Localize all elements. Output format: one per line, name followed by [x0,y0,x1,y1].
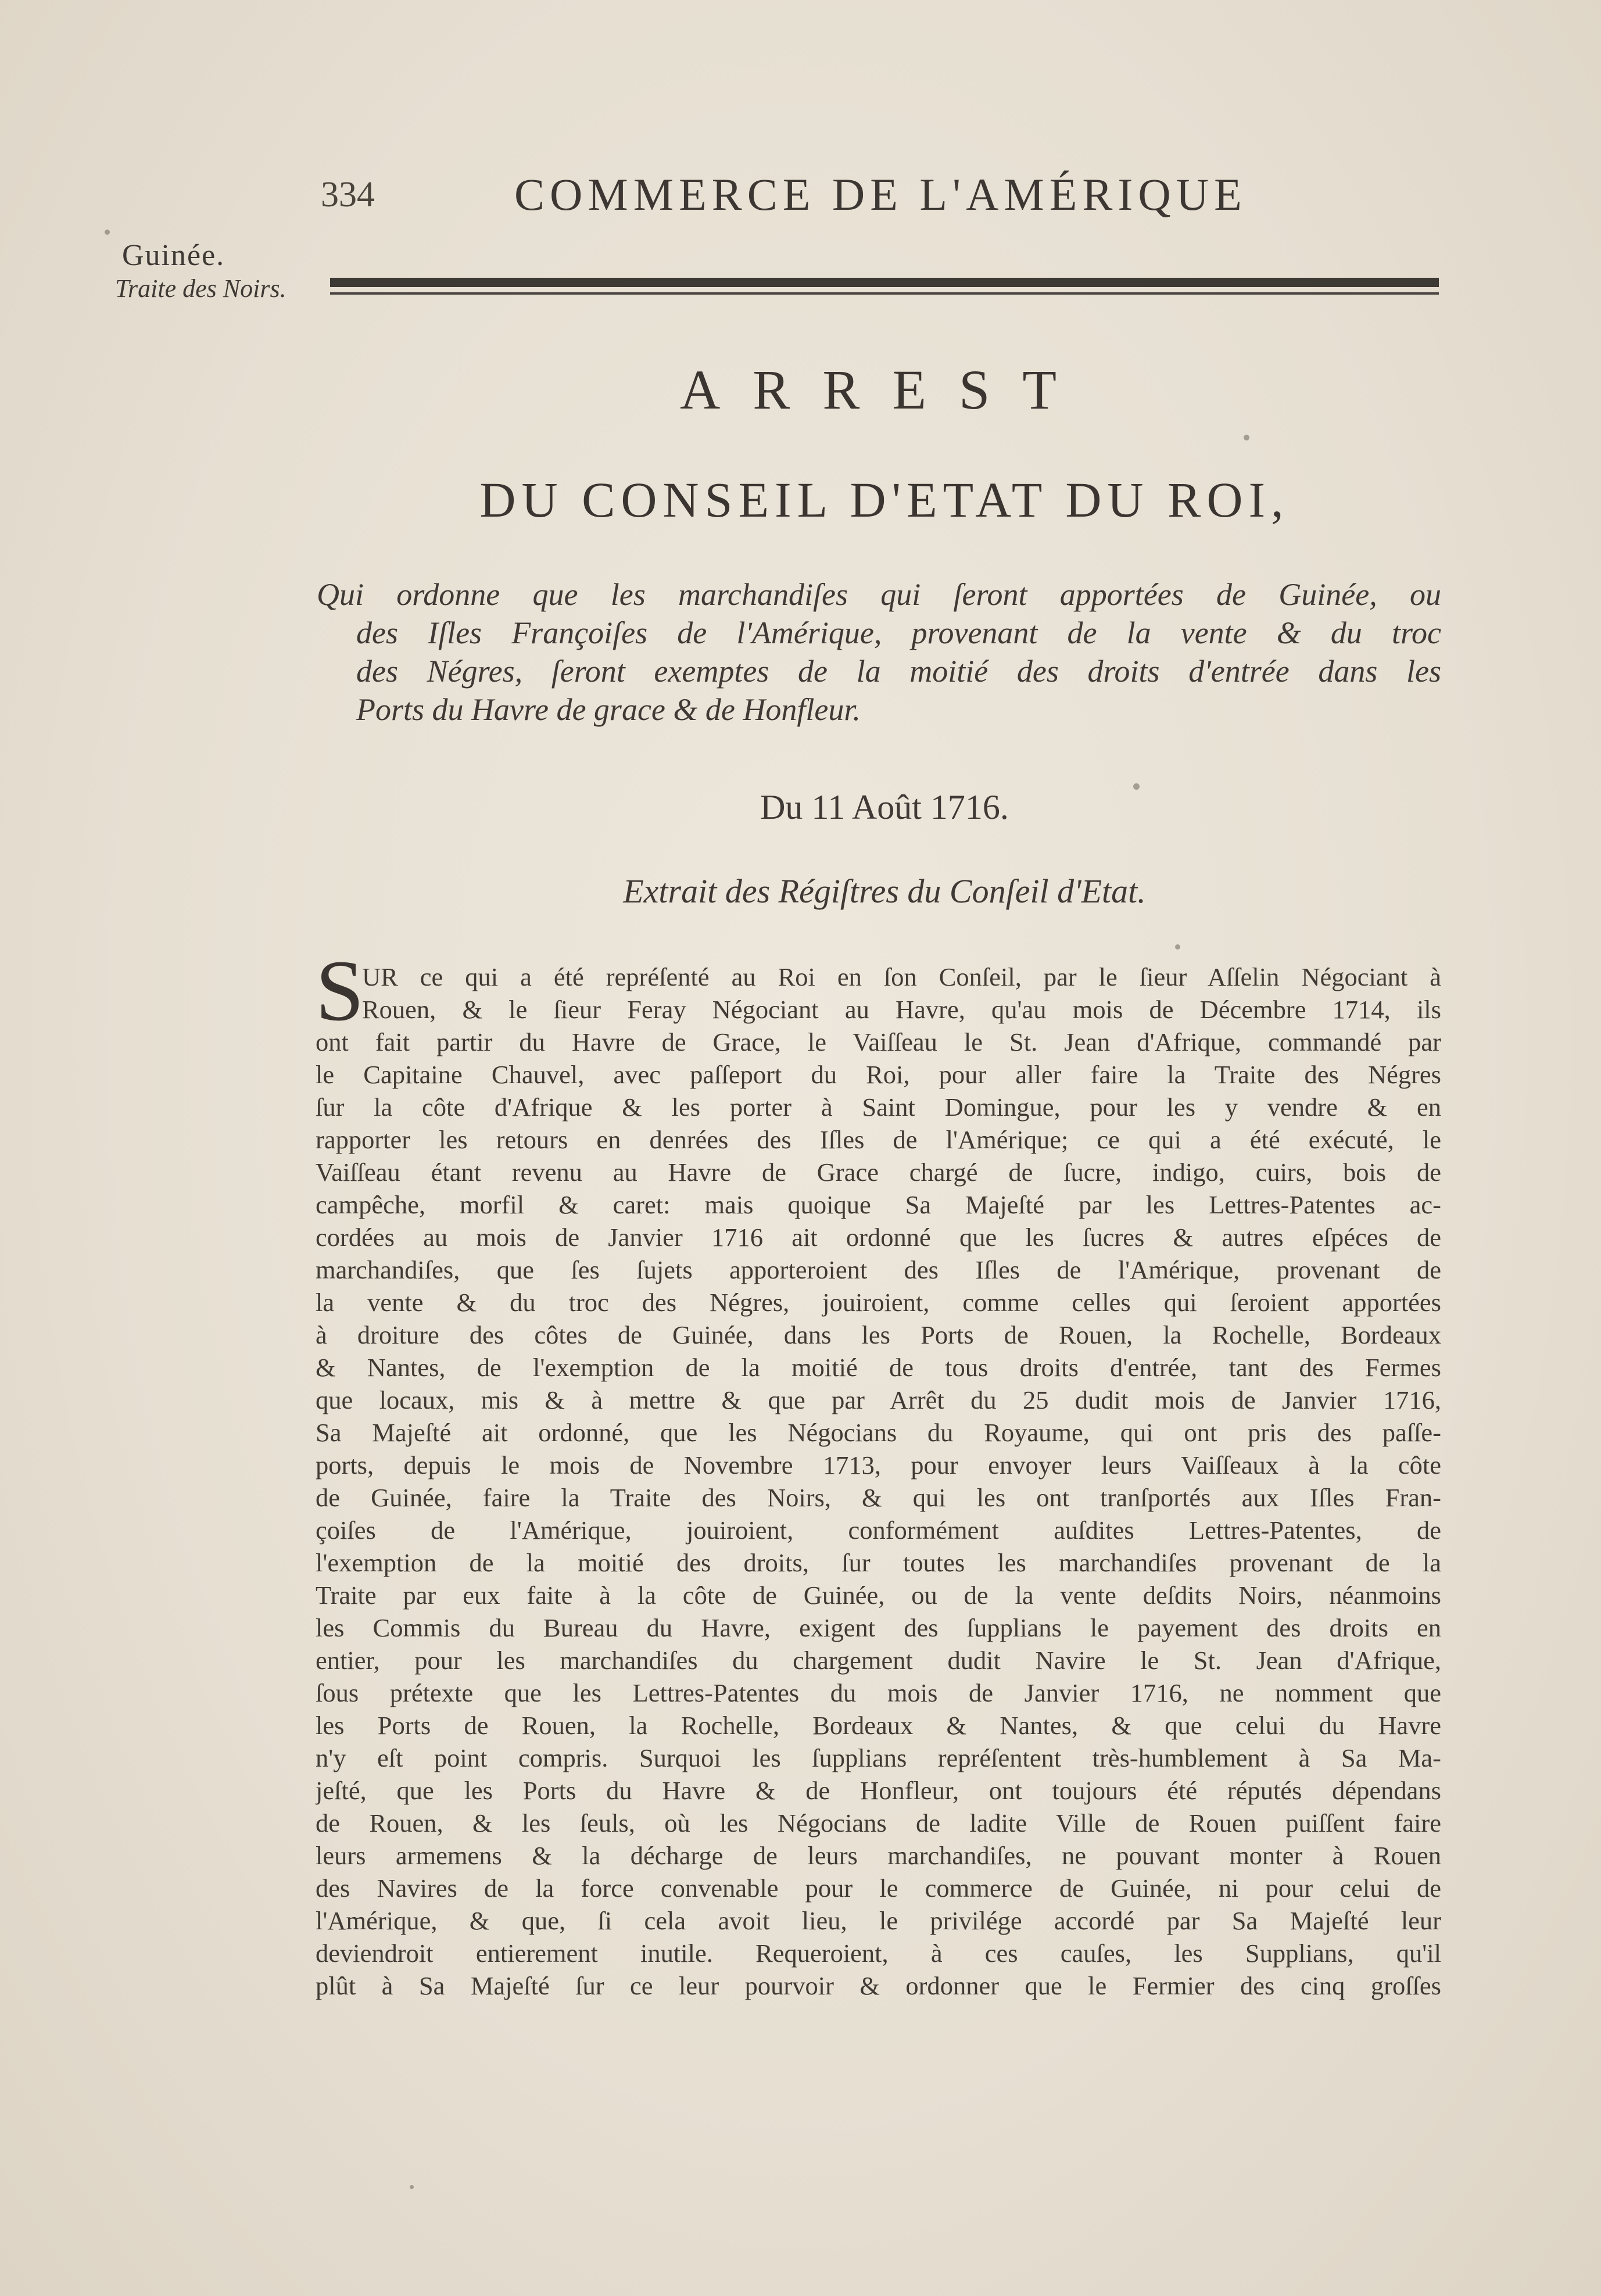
body-line: entier, pour les marchandiſes du chargement dudit Navire le St. Jean d'Afrique, [316,1646,1441,1675]
body-line: n'y eſt point compris. Surquoi les ſupplians repréſentent très-humblement à Sa Ma- [316,1743,1441,1772]
summary-line: Ports du Havre de grace & de Honfleur. [356,692,861,727]
summary-line: des Négres, ſeront exemptes de la moitié des droits d'entrée dans les [356,654,1441,689]
running-title: COMMERCE DE L'AMÉRIQUE [514,169,1247,220]
header-rule-thin [330,292,1439,295]
body-line: la vente & du troc des Négres, jouiroient, comme celles qui ſeroient apportées [316,1288,1441,1317]
summary-line: des Iſles Françoiſes de l'Amérique, provenant de la vente & du troc [356,615,1441,650]
body-line: ſur la côte d'Afrique & les porter à Saint Domingue, pour les y vendre & en [316,1093,1441,1122]
body-line: rapporter les retours en denrées des Iſles de l'Amérique; ce qui a été exécuté, le [316,1125,1441,1154]
body-line: campêche, morfil & caret: mais quoique Sa Majeſté par les Lettres-Patentes ac- [316,1190,1441,1219]
body-line: de Guinée, faire la Traite des Noirs, & qui les ont tranſportés aux Iſles Fran- [316,1483,1441,1512]
body-line: Sa Majeſté ait ordonné, que les Négocians du Royaume, qui ont pris des paſſe- [316,1418,1441,1447]
decree-date: Du 11 Août 1716. [760,788,1009,826]
header-rule [330,278,1439,295]
body-line: de Rouen, & les ſeuls, où les Négocians de ladite Ville de Rouen puiſſent faire [316,1808,1441,1837]
body-line: deviendroit entierement inutile. Requeroient, à ces cauſes, les Supplians, qu'il [316,1939,1441,1968]
body-line: le Capitaine Chauvel, avec paſſeport du Roi, pour aller faire la Traite des Négres [316,1060,1441,1089]
paper-speck [1133,783,1140,790]
body-line: que locaux, mis & à mettre & que par Arrêt du 25 dudit mois de Janvier 1716, [316,1385,1441,1414]
margin-note-country: Guinée. [122,239,225,272]
body-line: à droiture des côtes de Guinée, dans les Ports de Rouen, la Rochelle, Bordeaux [316,1320,1441,1349]
body-line: UR ce qui a été repréſenté au Roi en ſon Conſeil, par le ſieur Aſſelin Négociant à [362,962,1441,991]
page-number: 334 [321,175,375,214]
header-rule-thick [330,278,1439,287]
margin-note-topic: Traite des Noirs. [115,274,286,303]
body-line: plût à Sa Majeſté ſur ce leur pourvoir & ordonner que le Fermier des cinq groſſes [316,1971,1441,2000]
body-line: l'Amérique, & que, ſi cela avoit lieu, le privilége accordé par Sa Majeſté leur [316,1906,1441,1935]
body-line: ports, depuis le mois de Novembre 1713, pour envoyer leurs Vaiſſeaux à la côte [316,1450,1441,1480]
body-line: leurs armemens & la décharge de leurs marchandiſes, ne pouvant monter à Rouen [316,1841,1441,1870]
body-line: cordées au mois de Janvier 1716 ait ordonné que les ſucres & autres eſpéces de [316,1223,1441,1252]
body-line: marchandiſes, que ſes ſujets apporteroient des Iſles de l'Amérique, provenant de [316,1255,1441,1284]
body-line: Rouen, & le ſieur Feray Négociant au Havre, qu'au mois de Décembre 1714, ils [362,995,1441,1024]
drop-cap: S [316,943,364,1039]
body-line: des Navires de la force convenable pour le commerce de Guinée, ni pour celui de [316,1874,1441,1903]
body-line: jeſté, que les Ports du Havre & de Honfleur, ont toujours été réputés dépendans [316,1776,1441,1805]
summary-line: Qui ordonne que les marchandiſes qui ſeront apportées de Guinée, ou [317,577,1441,612]
body-line: les Ports de Rouen, la Rochelle, Bordeaux & Nantes, & que celui du Havre [316,1711,1441,1740]
body-line: Vaiſſeau étant revenu au Havre de Grace chargé de ſucre, indigo, cuirs, bois de [316,1158,1441,1187]
body-line: çoiſes de l'Amérique, jouiroient, conformément auſdites Lettres-Patentes, de [316,1516,1441,1545]
body-line: & Nantes, de l'exemption de la moitié de tous droits d'entrée, tant des Fermes [316,1353,1441,1382]
paper-speck [105,230,110,235]
paper-speck [1175,944,1180,950]
body-paragraph [316,961,1441,2002]
paper-speck [410,2185,414,2189]
body-line: les Commis du Bureau du Havre, exigent des ſupplians le payement des droits en [316,1613,1441,1642]
body-line: ſous prétexte que les Lettres-Patentes du mois de Janvier 1716, ne nomment que [316,1678,1441,1707]
margin-note [115,238,286,303]
extract-heading: Extrait des Régiſtres du Conſeil d'Etat. [623,872,1146,910]
body-line: l'exemption de la moitié des droits, ſur toutes les marchandiſes provenant de la [316,1548,1441,1577]
document-title: ARREST [679,359,1090,421]
paper-speck [1244,435,1249,440]
summary-paragraph [317,575,1441,729]
document-subtitle: DU CONSEIL D'ETAT DU ROI, [479,472,1290,528]
body-line: Traite par eux faite à la côte de Guinée, ou de la vente deſdits Noirs, néanmoins [316,1581,1441,1610]
body-line: ont fait partir du Havre de Grace, le Vaiſſeau le St. Jean d'Afrique, commandé par [316,1027,1441,1056]
